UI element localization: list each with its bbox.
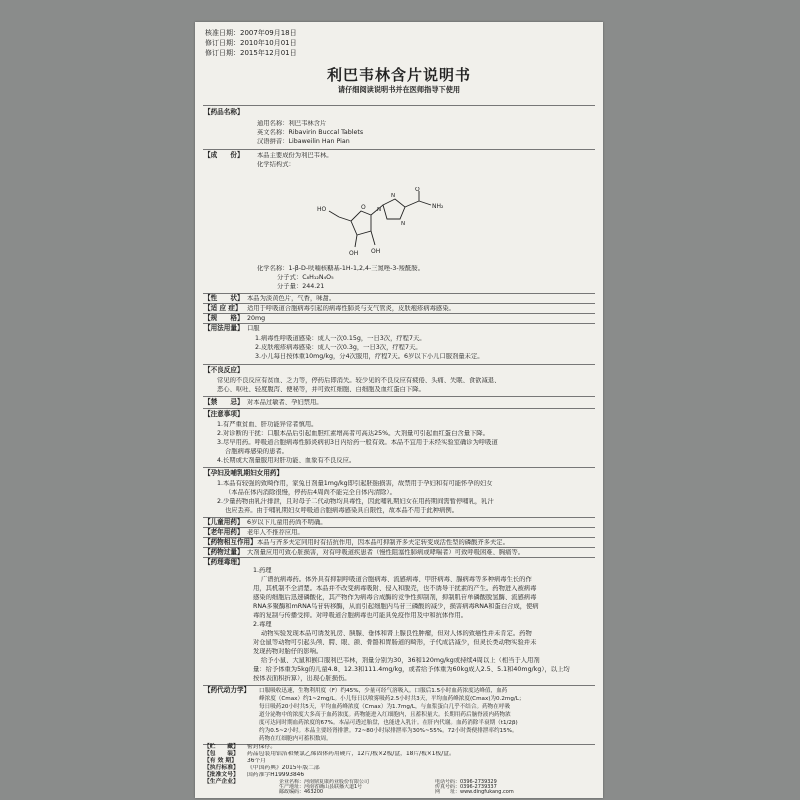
package-insert-sheet [195, 22, 603, 798]
pk-line-2: 峰浓度（Cmax）约1~2mg/L。小儿每日以喷雾吸药2.5小时共3天，平均血药峰浓度(Cmax)为0.2mg/L； [259, 696, 525, 702]
adverse-line-1: 常见的不良反应有贫血、乏力等，停药后即消失。较少见的不良反应有疲倦、头痛、失眠、食欲减退、 [217, 377, 501, 384]
pharm-line-1: 1.药理 [253, 567, 272, 574]
section-label-cautions: 【注意事项】 [204, 410, 244, 418]
pregnancy-line-4: 也应丢弃。由于哺乳期妇女呼吸道合胞病毒感染具自限性，故本品不用于此种病例。 [225, 507, 458, 514]
divider [203, 467, 595, 468]
section-label-appearance: 【性 状】 [204, 294, 244, 302]
divider [203, 323, 595, 324]
section-label-geriatric: 【老年用药】 [204, 528, 244, 536]
caution-line-3: 3.尽早用药。呼吸道合胞病毒性肺炎病初3日内给药一般有效。本品不宜用于未经实验室确诊为呼吸道 [217, 439, 498, 446]
atom-oh1: OH [349, 250, 359, 257]
atom-o: O [415, 187, 420, 193]
section-label-storage: 【贮 藏】 [204, 744, 239, 750]
divider [203, 105, 595, 106]
interactions-text: 本品与齐多夫定同用时有拮抗作用，因本品可抑制齐多夫定转变成活性型的磷酸齐多夫定。 [257, 539, 509, 546]
section-label-pregnancy: 【孕妇及哺乳期妇女用药】 [204, 469, 284, 477]
dosage-line-3: 3.小儿每日按体重10mg/kg，分4次服用，疗程7天。6岁以下小儿口服剂量未定。 [255, 353, 484, 360]
pk-line-4: 道分泌物中的浓度大多高于血药浓度。药物能进入红细胞内，且蓄积量大。长期用药后脑脊液内药物浓 [259, 712, 511, 718]
chemical-structure [305, 187, 465, 262]
section-label-approval: 【批准文号】 [204, 772, 239, 778]
atom-ho: HO [317, 206, 327, 213]
molecular-weight: 分子量：244.21 [277, 283, 325, 290]
divider [203, 313, 595, 314]
divider [203, 517, 595, 518]
caution-line-5: 4.长期或大剂量服用对肝功能、血象有不良反应。 [217, 457, 356, 464]
divider [203, 408, 595, 409]
section-label-adverse: 【不良反应】 [204, 366, 244, 374]
divider [203, 547, 595, 548]
revision-date-1: 修订日期：2010年10月01日 [205, 39, 297, 47]
standard-text: 《中国药典》2015年版二部 [247, 765, 320, 771]
document-title: 利巴韦林含片说明书 [326, 66, 471, 84]
atom-n2: N [401, 221, 406, 227]
divider [203, 149, 595, 150]
atom-n3: N [377, 207, 382, 213]
chemical-name: 化学名称：1-β-D-呋喃核糖基-1H-1,2,4-三氮唑-3-羧酰胺。 [257, 265, 424, 272]
document-subtitle: 请仔细阅读说明书并在医师指导下使用 [337, 85, 461, 94]
divider [203, 685, 595, 686]
dosage-line-2: 2.皮肤疱疹病毒感染：成人一次0.3g，一日3次，疗程7天。 [255, 344, 422, 351]
pharm-line-2: 广谱抗病毒药。体外具有抑制呼吸道合胞病毒、流感病毒、甲肝病毒、腺病毒等多种病毒生长的作 [261, 576, 532, 583]
section-label-pediatric: 【儿童用药】 [204, 518, 244, 526]
pregnancy-line-1: 1.本品有较强的致畸作用，家兔日剂量1mg/kg即引起胚胎损害，故禁用于孕妇和有可能怀孕的妇女 [217, 480, 493, 487]
divider [203, 537, 595, 538]
section-label-drug-name: 【药品名称】 [204, 108, 244, 116]
specification-text: 20mg [247, 315, 266, 322]
section-label-shelf-life: 【有 效 期】 [204, 758, 238, 764]
approval-text: 国药准字H19993846 [247, 772, 305, 778]
overdose-text: 大剂量应用可致心脏损害，对有呼吸道疾患者（慢性阻塞性肺病或哮喘者）可致呼吸困难、胸痛等。 [247, 549, 525, 556]
pharm-line-3: 用，其机制不全清楚。本品并不改变病毒吸附、侵入和脱壳，也不诱导干扰素的产生。药物进入被病毒 [253, 585, 537, 592]
pregnancy-line-3: 2.少量药物由乳汁排泄，且对母子二代动物均具毒性，因此哺乳期妇女在用药期间需暂停哺乳，乳汁 [217, 498, 494, 505]
pregnancy-line-2: （本品在体内消除很慢，停药后4周尚不能完全自体内清除）。 [225, 489, 396, 496]
divider [203, 557, 595, 558]
package-text: 药品包装用铝箔和聚氯乙烯固体药用硬片，12片/板×2板/盒，18片/板×1板/盒。 [247, 751, 455, 757]
caution-line-4: 合胞病毒感染的患者。 [225, 448, 288, 455]
section-label-overdose: 【药物过量】 [204, 548, 244, 556]
pharm-line-8: 动物实验发现本品可诱发乳房、胰腺、垂体和肾上腺良性肿瘤，但对人体的致癌性并未肯定。药物 [261, 630, 532, 637]
section-label-pharmacokinetics: 【药代动力学】 [204, 686, 251, 694]
structure-caption: 化学结构式： [257, 161, 295, 168]
revision-date-2: 修订日期：2015年12月01日 [205, 49, 297, 57]
contraindications-text: 对本品过敏者、孕妇禁用。 [247, 399, 323, 406]
pharm-line-12: 量：给予体重为5kg的儿童4.8、12.3和111.4mg/kg，或者给予体重为60kg成人2.5、5.1和40mg/kg），以上均 [253, 666, 570, 673]
section-label-ingredients: 【成 份】 [204, 151, 244, 159]
pharm-line-11: 给予小鼠、大鼠和猴口服利巴韦林，剂量分别为30，36和120mg/kg或持续4周以上（相当于人用剂 [261, 657, 540, 664]
pinyin-name: 汉语拼音：Libaweilin Han Pian [257, 138, 350, 145]
pharm-line-4: 感染的细胞后迅速磷酸化，其产物作为病毒合成酶的竞争性抑制剂，抑制肌苷单磷酸脱氢酶、流感病毒 [253, 594, 537, 601]
divider [203, 396, 595, 397]
company-website: 网 址：www.dingfukang.com [435, 789, 514, 795]
approval-date: 核准日期：2007年09月18日 [205, 29, 297, 37]
geriatric-text: 老年人不推荐应用。 [247, 529, 304, 536]
revision-dates [205, 28, 297, 58]
atom-ring-o: O [361, 204, 366, 211]
pharm-line-7: 2.毒理 [253, 621, 272, 628]
indications-text: 适用于呼吸道合胞病毒引起的病毒性肺炎与支气管炎，皮肤疱疹病毒感染。 [247, 305, 455, 312]
section-label-package: 【包 装】 [204, 751, 239, 757]
section-label-pharmacology: 【药理毒理】 [204, 558, 244, 566]
pharm-line-5: RNA多聚酶和mRNA鸟苷转移酶，从而引起细胞内鸟苷三磷酸的减少，损害病毒RNA和蛋白合成，使病 [253, 603, 539, 610]
pk-line-7: 药物在红细胞内可蓄积数周。 [259, 736, 332, 742]
pk-line-3: 每日吸药20小时共5天，平均血药峰浓度（Cmax）为1.7mg/L，与血浆蛋白几乎不结合。药物在呼吸 [259, 704, 511, 710]
atom-n1: N [391, 193, 396, 199]
company-phone: 电话号码：0396-2739329 [435, 779, 497, 785]
company-fax: 传真号码：0396-2739337 [435, 784, 497, 790]
caution-line-1: 1.有严重贫血、肝功能异常者慎用。 [217, 421, 318, 428]
adverse-line-2: 恶心、呕吐、轻度腹泻、便秘等，并可致红细胞、白细胞及血红蛋白下降。 [217, 386, 425, 393]
section-label-dosage: 【用法用量】 [204, 324, 244, 332]
molecular-formula: 分子式：C₈H₁₂N₄O₅ [277, 274, 334, 281]
section-label-manufacturer: 【生产企业】 [204, 779, 239, 785]
caution-line-2: 2.对诊断的干扰：口服本品后引起血胆红素增高者可高达25%。大剂量可引起血红蛋白含量下降。 [217, 430, 489, 437]
pk-line-5: 度可达同时期血药浓度的67%。本品可透过胎盘，也能进入乳汁。在肝内代谢。血药消除半衰期（t1/2β) [259, 720, 518, 726]
pharm-line-9: 对仓鼠等动物可引起头颅、腭、眼、颌、骨骼和胃肠道的畸形，子代成活减少，但灵长类动物实验并未 [253, 639, 537, 646]
english-name: 英文名称：Ribavirin Buccal Tablets [257, 129, 364, 136]
divider [203, 303, 595, 304]
divider [203, 527, 595, 528]
ingredient-text: 本品主要成份为利巴韦林。 [257, 152, 333, 159]
pediatric-text: 6岁以下儿童用药尚不明确。 [247, 519, 327, 526]
section-label-indications: 【适 应 症】 [204, 304, 242, 312]
pharm-line-6: 毒的复制与传播受抑。对呼吸道合胞病毒也可能具免疫作用及中和抗体作用。 [253, 612, 468, 619]
shelf-life-text: 36个月 [247, 758, 266, 764]
pharm-line-10: 发现药物对胎仔的影响。 [253, 648, 323, 655]
storage-text: 密封保存。 [247, 744, 276, 750]
pk-line-1: 口服吸收迅速，生物利用度（F）约45%，少量可经气溶吸入。口服后1.5小时血药浓度达峰值，血药 [259, 688, 508, 694]
divider [203, 293, 595, 294]
section-label-standard: 【执行标准】 [204, 765, 239, 771]
pk-line-6: 约为0.5~2小时。本品主要经肾排泄。72~80小时尿排泄率为30%~55%。72小时粪便排泄率约15%。 [259, 728, 518, 734]
section-label-interactions: 【药物相互作用】 [204, 538, 257, 546]
appearance-text: 本品为淡黄色片，气香，味甜。 [247, 295, 336, 302]
atom-oh2: OH [371, 248, 381, 255]
generic-name: 通用名称：利巴韦林含片 [257, 120, 327, 127]
atom-nh2: NH₂ [432, 203, 444, 210]
dosage-line-1: 1.病毒性呼吸道感染：成人一次0.15g，一日3次，疗程7天。 [255, 335, 426, 342]
company-name: 企业名称：河南鼎复康药业股份有限公司 [279, 779, 370, 785]
company-postcode: 邮政编码：463200 [279, 789, 324, 795]
pharm-line-13: 按体表面积折算），出现心脏损伤。 [253, 675, 351, 682]
section-label-contraindications: 【禁 忌】 [204, 398, 244, 406]
company-address: 生产地址：河南省确山县联播大道1号 [279, 784, 363, 790]
divider [203, 364, 595, 365]
dosage-route: 口服 [247, 325, 260, 332]
section-label-specification: 【规 格】 [204, 314, 244, 322]
